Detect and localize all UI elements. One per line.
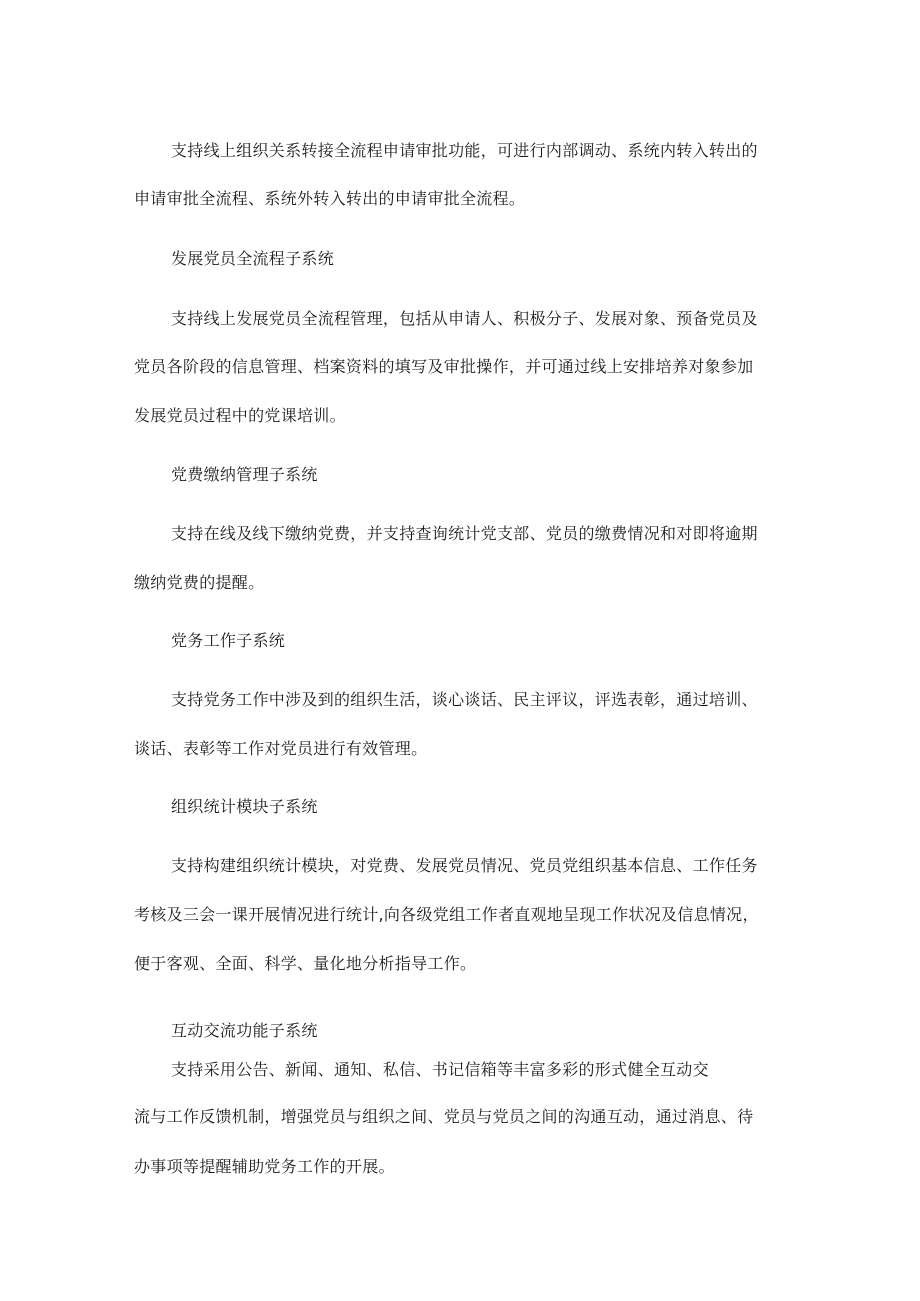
paragraph-statistics-line-1: 支持构建组织统计模块，对党费、发展党员情况、党员党组织基本信息、工作任务 [171, 856, 758, 875]
heading-affairs-subsystem: 党务工作子系统 [171, 631, 286, 650]
paragraph-development-line-2: 党员各阶段的信息管理、档案资料的填写及审批操作，并可通过线上安排培养对象参加 [134, 357, 754, 376]
paragraph-development-line-1: 支持线上发展党员全流程管理，包括从申请人、积极分子、发展对象、预备党员及 [171, 309, 758, 328]
paragraph-affairs-line-2: 谈话、表彰等工作对党员进行有效管理。 [134, 739, 428, 758]
heading-statistics-subsystem: 组织统计模块子系统 [171, 797, 318, 816]
paragraph-fees-line-1: 支持在线及线下缴纳党费，并支持查询统计党支部、党员的缴费情况和对即将逾期 [171, 524, 758, 543]
paragraph-statistics-line-3: 便于客观、全面、科学、量化地分析指导工作。 [134, 954, 477, 973]
paragraph-affairs-line-1: 支持党务工作中涉及到的组织生活，谈心谈话、民主评议，评选表彰，通过培训、 [171, 690, 758, 709]
paragraph-fees-line-2: 缴纳党费的提醒。 [134, 573, 265, 592]
paragraph-development-line-3: 发展党员过程中的党课培训。 [134, 406, 346, 425]
paragraph-interaction-line-1: 支持采用公告、新闻、通知、私信、书记信箱等丰富多彩的形式健全互动交 [171, 1060, 709, 1079]
heading-development-subsystem: 发展党员全流程子系统 [171, 249, 335, 268]
heading-interaction-subsystem: 互动交流功能子系统 [171, 1021, 318, 1040]
paragraph-org-transfer-line-1: 支持线上组织关系转接全流程申请审批功能，可进行内部调动、系统内转入转出的 [171, 141, 758, 160]
paragraph-interaction-line-2: 流与工作反馈机制，增强党员与组织之间、党员与党员之间的沟通互动，通过消息、待 [134, 1107, 754, 1126]
paragraph-statistics-line-2: 考核及三会一课开展情况进行统计,向各级党组工作者直观地呈现工作状况及信息情况， [134, 905, 759, 924]
heading-fees-subsystem: 党费缴纳管理子系统 [171, 465, 318, 484]
paragraph-interaction-line-3: 办事项等提醒辅助党务工作的开展。 [134, 1157, 395, 1176]
paragraph-org-transfer-line-2: 申请审批全流程、系统外转入转出的申请审批全流程。 [134, 189, 526, 208]
